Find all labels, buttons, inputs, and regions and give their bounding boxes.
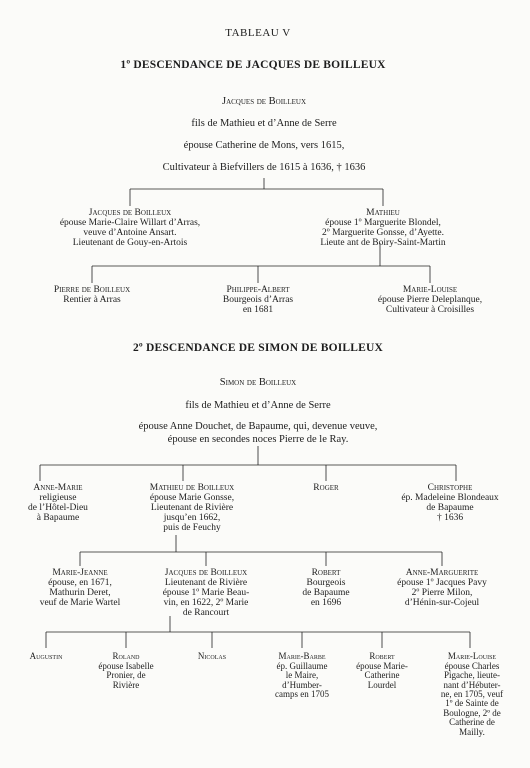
person-details: Bourgeois d’Arras en 1681 (222, 295, 294, 315)
person-details: Bourgeois de Bapaume en 1696 (302, 578, 350, 608)
person-name: Robert (369, 651, 395, 661)
root-name: Simon de Boilleux (219, 377, 297, 388)
person-name: Roger (313, 483, 339, 493)
person-name: Nicolas (197, 651, 227, 661)
person-details: épouse Marie-Claire Willart d’Arras, veuve d’Antoine Ansart. Lieutenant de Gouy-en-Artois (59, 218, 201, 248)
person-name: Philippe-Albert (226, 285, 290, 295)
person-details: ép. Guillaume le Maire, d’Humber- camps en 1705 (275, 661, 329, 700)
person-details: épouse Marie Gonsse, Lieutenant de Rivière jusqu’en 1662, puis de Feuchy (149, 493, 235, 533)
person-name: Marie-Barbe (278, 651, 326, 661)
person-details: Rentier à Arras (63, 295, 121, 305)
person-name: Jacques de Boilleux (88, 208, 172, 218)
root-line: Cultivateur à Biefvillers de 1615 à 1636, † 1636 (162, 162, 366, 173)
person-details: religieuse de l’Hôtel-Dieu à Bapaume (28, 493, 88, 523)
person-name: Jacques de Boilleux (164, 568, 248, 578)
person-name: Marie-Jeanne (52, 568, 108, 578)
root-line: fils de Mathieu et d’Anne de Serre (191, 118, 337, 129)
person-details: épouse Charles Pigache, lieute- nant d’Hébuter- ne, en 1705, veuf 1º de Sainte de Boulogne, 2º de Catherine de Mailly. (440, 661, 504, 737)
person-name: Mathieu de Boilleux (149, 483, 235, 493)
person-name: Pierre de Boilleux (53, 285, 131, 295)
person-name: Marie-Louise (402, 285, 458, 295)
person-name: Christophe (427, 483, 473, 493)
person-details: Lieutenant de Rivière épouse 1º Marie Beau- vin, en 1622, 2º Marie de Rancourt (162, 578, 250, 618)
person-details: épouse Marie- Catherine Lourdel (356, 661, 408, 690)
person-details: épouse 1º Marguerite Blondel, 2º Marguerite Gonsse, d’Ayette. Lieute ant de Boiry-Saint-Martin (320, 218, 446, 248)
person-name: Anne-Marie (33, 483, 83, 493)
person-name: Augustin (29, 651, 63, 661)
section-heading: 1º DESCENDANCE DE JACQUES DE BOILLEUX (120, 59, 386, 71)
person-details: épouse Pierre Deleplanque, Cultivateur à Croisilles (377, 295, 483, 315)
person-name: Anne-Marguerite (405, 568, 479, 578)
person-name: Mathieu (366, 208, 400, 218)
section-heading: 2º DESCENDANCE DE SIMON DE BOILLEUX (132, 342, 384, 354)
person-details: ép. Madeleine Blondeaux de Bapaume † 1636 (401, 493, 499, 523)
root-line: fils de Mathieu et d’Anne de Serre (185, 400, 331, 411)
person-details: épouse, en 1671, Mathurin Deret, veuf de Marie Wartel (39, 578, 121, 608)
root-line: épouse en secondes noces Pierre de le Ray. (167, 434, 349, 445)
person-details: épouse Isabelle Pronier, de Rivière (98, 661, 154, 690)
root-line: épouse Anne Douchet, de Bapaume, qui, devenue veuve, (138, 421, 378, 432)
page-title: TABLEAU V (225, 27, 291, 39)
root-name: Jacques de Boilleux (222, 96, 306, 107)
person-name: Marie-Louise (447, 651, 497, 661)
root-line: épouse Catherine de Mons, vers 1615, (183, 140, 345, 151)
person-details: épouse 1º Jacques Pavy 2º Pierre Milon, d’Hénin-sur-Cojeul (397, 578, 487, 608)
person-name: Roland (112, 651, 140, 661)
person-name: Robert (311, 568, 341, 578)
